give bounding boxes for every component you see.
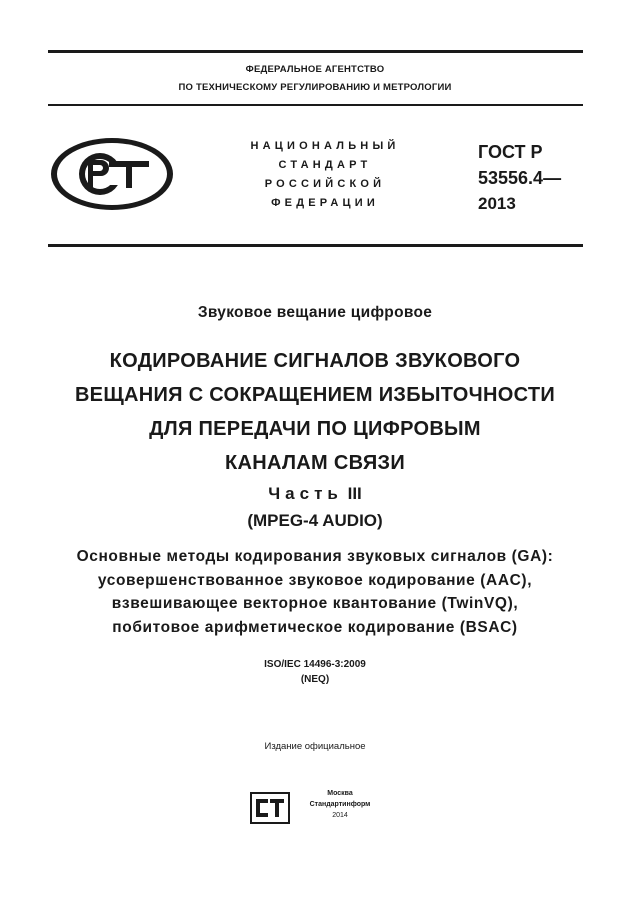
publisher-name: Стандартинформ (309, 801, 371, 808)
national-standard-line-1: НАЦИОНАЛЬНЫЙ (250, 140, 400, 152)
international-reference (0, 657, 630, 687)
part-name: (MPEG-4 AUDIO) (247, 511, 383, 530)
main-title-line-2: ВЕЩАНИЯ С СОКРАЩЕНИЕМ ИЗБЫТОЧНОСТИ (74, 384, 556, 406)
main-title-line-3: ДЛЯ ПЕРЕДАЧИ ПО ЦИФРОВЫМ (149, 418, 481, 440)
subject-title: Звуковое вещание цифровое (197, 304, 433, 321)
national-standard-label (220, 137, 430, 213)
part-line (0, 480, 630, 507)
edition-label: Издание официальное (264, 741, 366, 752)
header-rule (48, 104, 583, 106)
iso-equivalence: (NEQ) (300, 674, 330, 685)
national-standard-line-3: РОССИЙСКОЙ (264, 178, 386, 190)
agency-line-2: ПО ТЕХНИЧЕСКОМУ РЕГУЛИРОВАНИЮ И МЕТРОЛОГИИ (178, 82, 452, 93)
main-title-line-4: КАНАЛАМ СВЯЗИ (224, 452, 406, 474)
standartinform-logo-icon (250, 792, 290, 829)
main-title (0, 344, 630, 480)
methods-line-3: взвешивающее векторное квантование (TwinVQ), (111, 595, 519, 612)
iso-standard: ISO/IEC 14496-3:2009 (264, 659, 366, 670)
agency-line-1: ФЕДЕРАЛЬНОЕ АГЕНТСТВО (245, 64, 385, 75)
bottom-rule (48, 244, 583, 247)
methods-line-2: усовершенствованное звуковое кодирование (AAC), (97, 571, 533, 589)
main-title-line-1: КОДИРОВАНИЕ СИГНАЛОВ ЗВУКОВОГО (109, 350, 521, 372)
designation-line-2: 53556.4— (478, 168, 562, 188)
methods-line-1: Основные методы кодирования звуковых сигналов (GA): (76, 548, 554, 565)
methods-line-4: побитовое арифметическое кодирование (BSAC) (112, 618, 518, 636)
standard-designation (478, 139, 561, 217)
publisher-year: 2014 (332, 812, 348, 819)
rst-gost-emblem-icon (49, 136, 175, 217)
methods-subtitle (0, 545, 630, 639)
national-standard-line-2: СТАНДАРТ (278, 159, 372, 171)
designation-line-3: 2013 (478, 194, 516, 213)
publisher-city: Москва (327, 790, 353, 797)
publisher-block (300, 788, 380, 821)
national-standard-line-4: ФЕДЕРАЦИИ (271, 197, 379, 209)
part-number: III (347, 484, 362, 503)
part-heading (0, 480, 630, 534)
top-rule (48, 50, 583, 53)
part-word: Часть (268, 484, 343, 503)
designation-line-1: ГОСТ Р (478, 142, 543, 162)
